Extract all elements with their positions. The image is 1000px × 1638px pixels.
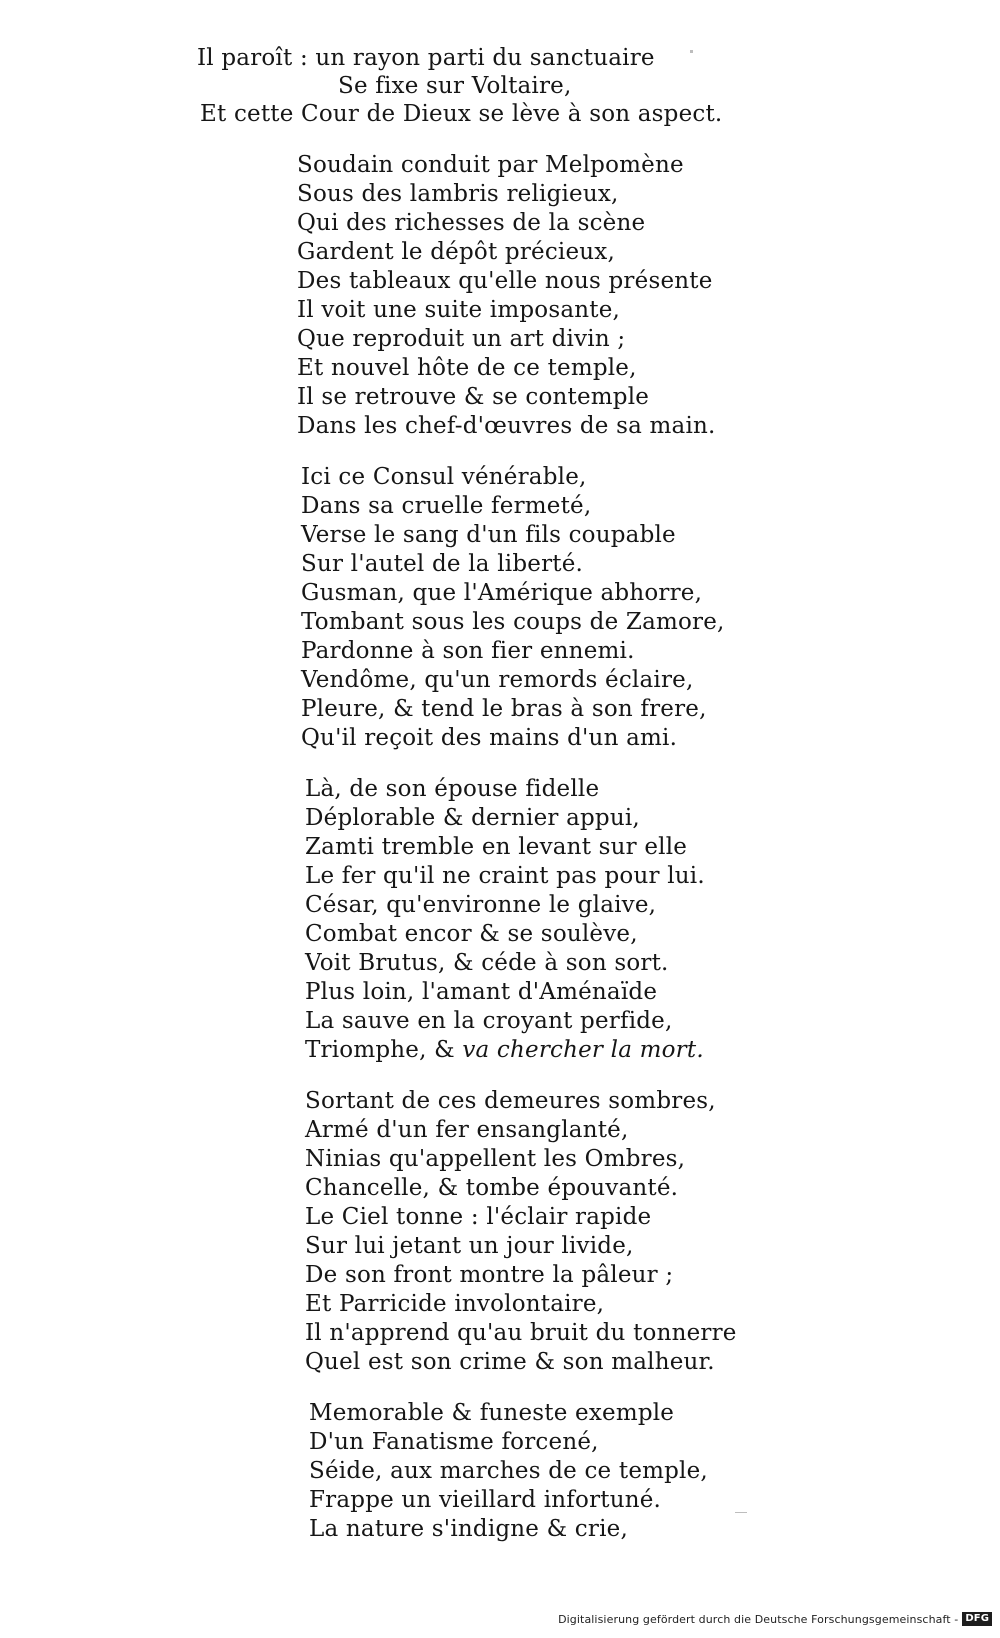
- verse-line: Le fer qu'il ne craint pas pour lui.: [305, 863, 705, 889]
- verse-line: Zamti tremble en levant sur elle: [305, 834, 688, 860]
- verse-line: Se fixe sur Voltaire,: [338, 73, 572, 99]
- verse-line: Gusman, que l'Amérique abhorre,: [301, 580, 703, 606]
- scan-speck: [735, 1512, 747, 1513]
- verse-line: Que reproduit un art divin ;: [297, 326, 626, 352]
- verse-line: Déplorable & dernier appui,: [305, 805, 640, 831]
- verse-line: Il voit une suite imposante,: [297, 297, 621, 323]
- verse-line: Ninias qu'appellent les Ombres,: [305, 1146, 686, 1172]
- footer-text: Digitalisierung gefördert durch die Deutsche Forschungsgemeinschaft -: [558, 1612, 959, 1626]
- verse-line: Armé d'un fer ensanglanté,: [305, 1117, 629, 1143]
- verse-line: Qui des richesses de la scène: [297, 210, 646, 236]
- verse-line: Gardent le dépôt précieux,: [297, 239, 615, 265]
- verse-line: Il se retrouve & se contemple: [297, 384, 650, 410]
- verse-line: Sortant de ces demeures sombres,: [305, 1088, 716, 1114]
- verse-text: Triomphe, &: [305, 1037, 455, 1063]
- verse-line: Soudain conduit par Melpomène: [297, 152, 684, 178]
- verse-line: Le Ciel tonne : l'éclair rapide: [305, 1204, 652, 1230]
- verse-line: Tombant sous les coups de Zamore,: [301, 609, 725, 635]
- verse-line: Sur lui jetant un jour livide,: [305, 1233, 634, 1259]
- verse-line: Combat encor & se soulève,: [305, 921, 638, 947]
- verse-line: Des tableaux qu'elle nous présente: [297, 268, 713, 294]
- verse-line: Chancelle, & tombe épouvanté.: [305, 1175, 679, 1201]
- verse-line: La nature s'indigne & crie,: [309, 1516, 628, 1542]
- verse-line: D'un Fanatisme forcené,: [309, 1429, 599, 1455]
- verse-line: [305, 1036, 704, 1064]
- verse-line: Plus loin, l'amant d'Aménaïde: [305, 979, 658, 1005]
- verse-italic-text: va chercher la mort.: [462, 1037, 704, 1063]
- verse-line: Dans sa cruelle fermeté,: [301, 493, 592, 519]
- verse-line: Il n'apprend qu'au bruit du tonnerre: [305, 1320, 737, 1346]
- scan-speck: [690, 50, 693, 53]
- verse-line: Memorable & funeste exemple: [309, 1400, 675, 1426]
- verse-line: Pleure, & tend le bras à son frere,: [301, 696, 707, 722]
- verse-line: Ici ce Consul vénérable,: [301, 464, 587, 490]
- verse-line: Et cette Cour de Dieux se lève à son aspect.: [200, 101, 723, 127]
- verse-line: Vendôme, qu'un remords éclaire,: [301, 667, 694, 693]
- verse-line: Frappe un vieillard infortuné.: [309, 1487, 662, 1513]
- verse-line: Séide, aux marches de ce temple,: [309, 1458, 708, 1484]
- verse-line: Sur l'autel de la liberté.: [301, 551, 584, 577]
- verse-line: Qu'il reçoit des mains d'un ami.: [301, 725, 678, 751]
- verse-line: Sous des lambris religieux,: [297, 181, 619, 207]
- verse-line: Voit Brutus, & céde à son sort.: [305, 950, 669, 976]
- digitization-footer: [558, 1609, 992, 1629]
- verse-line: De son front montre la pâleur ;: [305, 1262, 674, 1288]
- verse-line: Il paroît : un rayon parti du sanctuaire: [197, 45, 655, 71]
- verse-line: La sauve en la croyant perfide,: [305, 1008, 673, 1034]
- verse-line: Verse le sang d'un fils coupable: [301, 522, 676, 548]
- verse-line: César, qu'environne le glaive,: [305, 892, 657, 918]
- verse-line: Et nouvel hôte de ce temple,: [297, 355, 637, 381]
- verse-line: Et Parricide involontaire,: [305, 1291, 605, 1317]
- verse-line: Là, de son épouse fidelle: [305, 776, 600, 802]
- verse-line: Quel est son crime & son malheur.: [305, 1349, 715, 1375]
- verse-line: Dans les chef-d'œuvres de sa main.: [297, 413, 716, 439]
- dfg-logo: DFG: [962, 1612, 992, 1626]
- verse-line: Pardonne à son fier ennemi.: [301, 638, 635, 664]
